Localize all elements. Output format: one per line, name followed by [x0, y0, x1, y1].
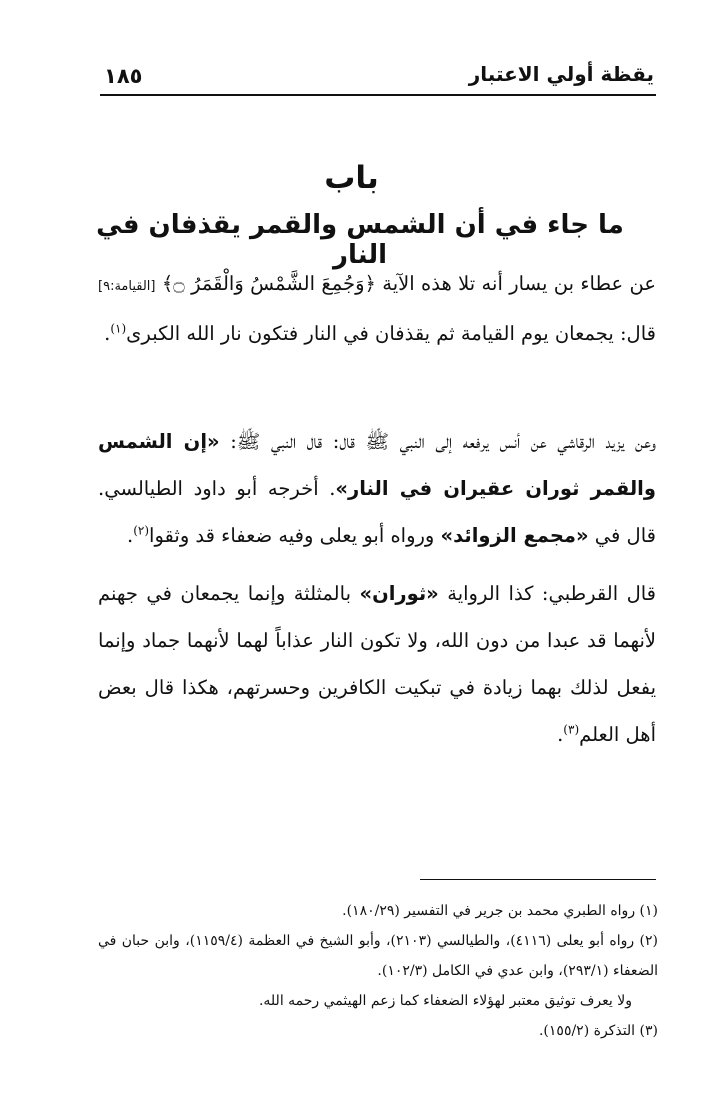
- footnote-2-mark: (٢): [639, 933, 658, 949]
- footnote-3-text: التذكرة (١٥٥/٢).: [538, 1023, 636, 1039]
- footnotes: [98, 896, 658, 1046]
- footnote-mark-3: (٣): [563, 722, 580, 737]
- paragraph-2: وعن يزيد الرقاشي عن أنس يرفعه إلى النبي ﷺ قال: قال النبي ﷺ: «إن الشمس والقمر ثوران عقيران في النار». أخرجه أبو داود الطيالسي. قال في «مجمع الزوائد» ورواه أبو يعلى وفيه ضعفاء قد وثقوا$^{(٢)}$.: [98, 430, 657, 547]
- paragraph-2-intro: وعن يزيد الرقاشي عن أنس يرفعه إلى النبي ﷺ قال: قال النبي ﷺ:: [230, 430, 657, 453]
- footnote-mark-2: (٢): [133, 523, 150, 538]
- paragraph-1-text: قال: يجمعان يوم القيامة ثم يقذفان في النار فتكون نار الله الكبرى: [126, 322, 656, 345]
- footnote-3-mark: (٣): [639, 1023, 658, 1039]
- footnote-1: [98, 896, 658, 926]
- footnote-2: [98, 926, 658, 986]
- paragraph-2-after-hadith: . أخرجه أبو داود الطيالسي. قال في: [98, 477, 656, 547]
- footnote-divider: [420, 879, 656, 880]
- paragraph-3-intro: قال القرطبي: كذا الرواية: [447, 582, 657, 605]
- chapter-title: ما جاء في أن الشمس والقمر يقذفان في النار: [96, 210, 624, 270]
- footnote-mark-1: (١): [110, 321, 127, 336]
- paragraph-2-end: ورواه أبو يعلى وفيه ضعفاء قد وثقوا: [149, 524, 435, 547]
- paragraph-1-intro: عن عطاء بن يسار أنه تلا هذه الآية: [382, 272, 656, 295]
- running-header: [100, 62, 656, 96]
- chapter-label: باب: [324, 160, 379, 196]
- verse-reference: [القيامة:٩]: [98, 279, 156, 294]
- hadith-text: «إن الشمس والقمر ثوران عقيران في النار»: [98, 430, 656, 500]
- book-title: يقظة أولي الاعتبار: [468, 62, 654, 86]
- source-title: «مجمع الزوائد»: [440, 524, 589, 547]
- paragraph-3-text: بالمثلثة وإنما يجمعان في جهنم لأنهما قد عبدا من دون الله، ولا تكون النار عذاباً لهما لأنهما جماد وإنما يفعل لذلك بهما زيادة في تبكيت الكافرين وحسرتهم، هكذا قال بعض أهل العلم: [98, 582, 656, 746]
- keyword-thawran: «ثوران»: [359, 582, 439, 605]
- footnote-2-extra: ولا يعرف توثيق معتبر لهؤلاء الضعفاء كما زعم الهيثمي رحمه الله.: [258, 993, 632, 1009]
- paragraph-3: قال القرطبي: كذا الرواية «ثوران» بالمثلثة وإنما يجمعان في جهنم لأنهما قد عبدا من دون الله، ولا تكون النار عذاباً لهما لأنهما جماد وإنما يفعل لذلك بهما زيادة في تبكيت الكافرين وحسرتهم، هكذا قال بعض أهل العلم$^{(٣)}$.: [98, 582, 657, 746]
- footnote-2-text: رواه أبو يعلى (٤١١٦)، والطيالسي (٢١٠٣)، وأبو الشيخ في العظمة (١١٥٩/٤)، وابن حبان في الضعفاء (٢٩٣/١)، وابن عدي في الكامل (١٠٢/٣).: [98, 933, 658, 979]
- footnote-3: [98, 1016, 658, 1046]
- footnote-1-text: رواه الطبري محمد بن جرير في التفسير (١٨٠/٢٩).: [342, 903, 636, 919]
- page-number: ١٨٥: [104, 64, 143, 88]
- quran-verse: ﴿وَجُمِعَ الشَّمْسُ وَالْقَمَرُ ۝﴾: [161, 272, 376, 295]
- paragraph-1: عن عطاء بن يسار أنه تلا هذه الآية ﴿وَجُمِعَ الشَّمْسُ وَالْقَمَرُ ۝﴾ [القيامة:٩] قال: يجمعان يوم القيامة ثم يقذفان في النار فتكون نار الله الكبرى$^{(١)}$.: [98, 272, 656, 345]
- footnote-1-mark: (١): [639, 903, 658, 919]
